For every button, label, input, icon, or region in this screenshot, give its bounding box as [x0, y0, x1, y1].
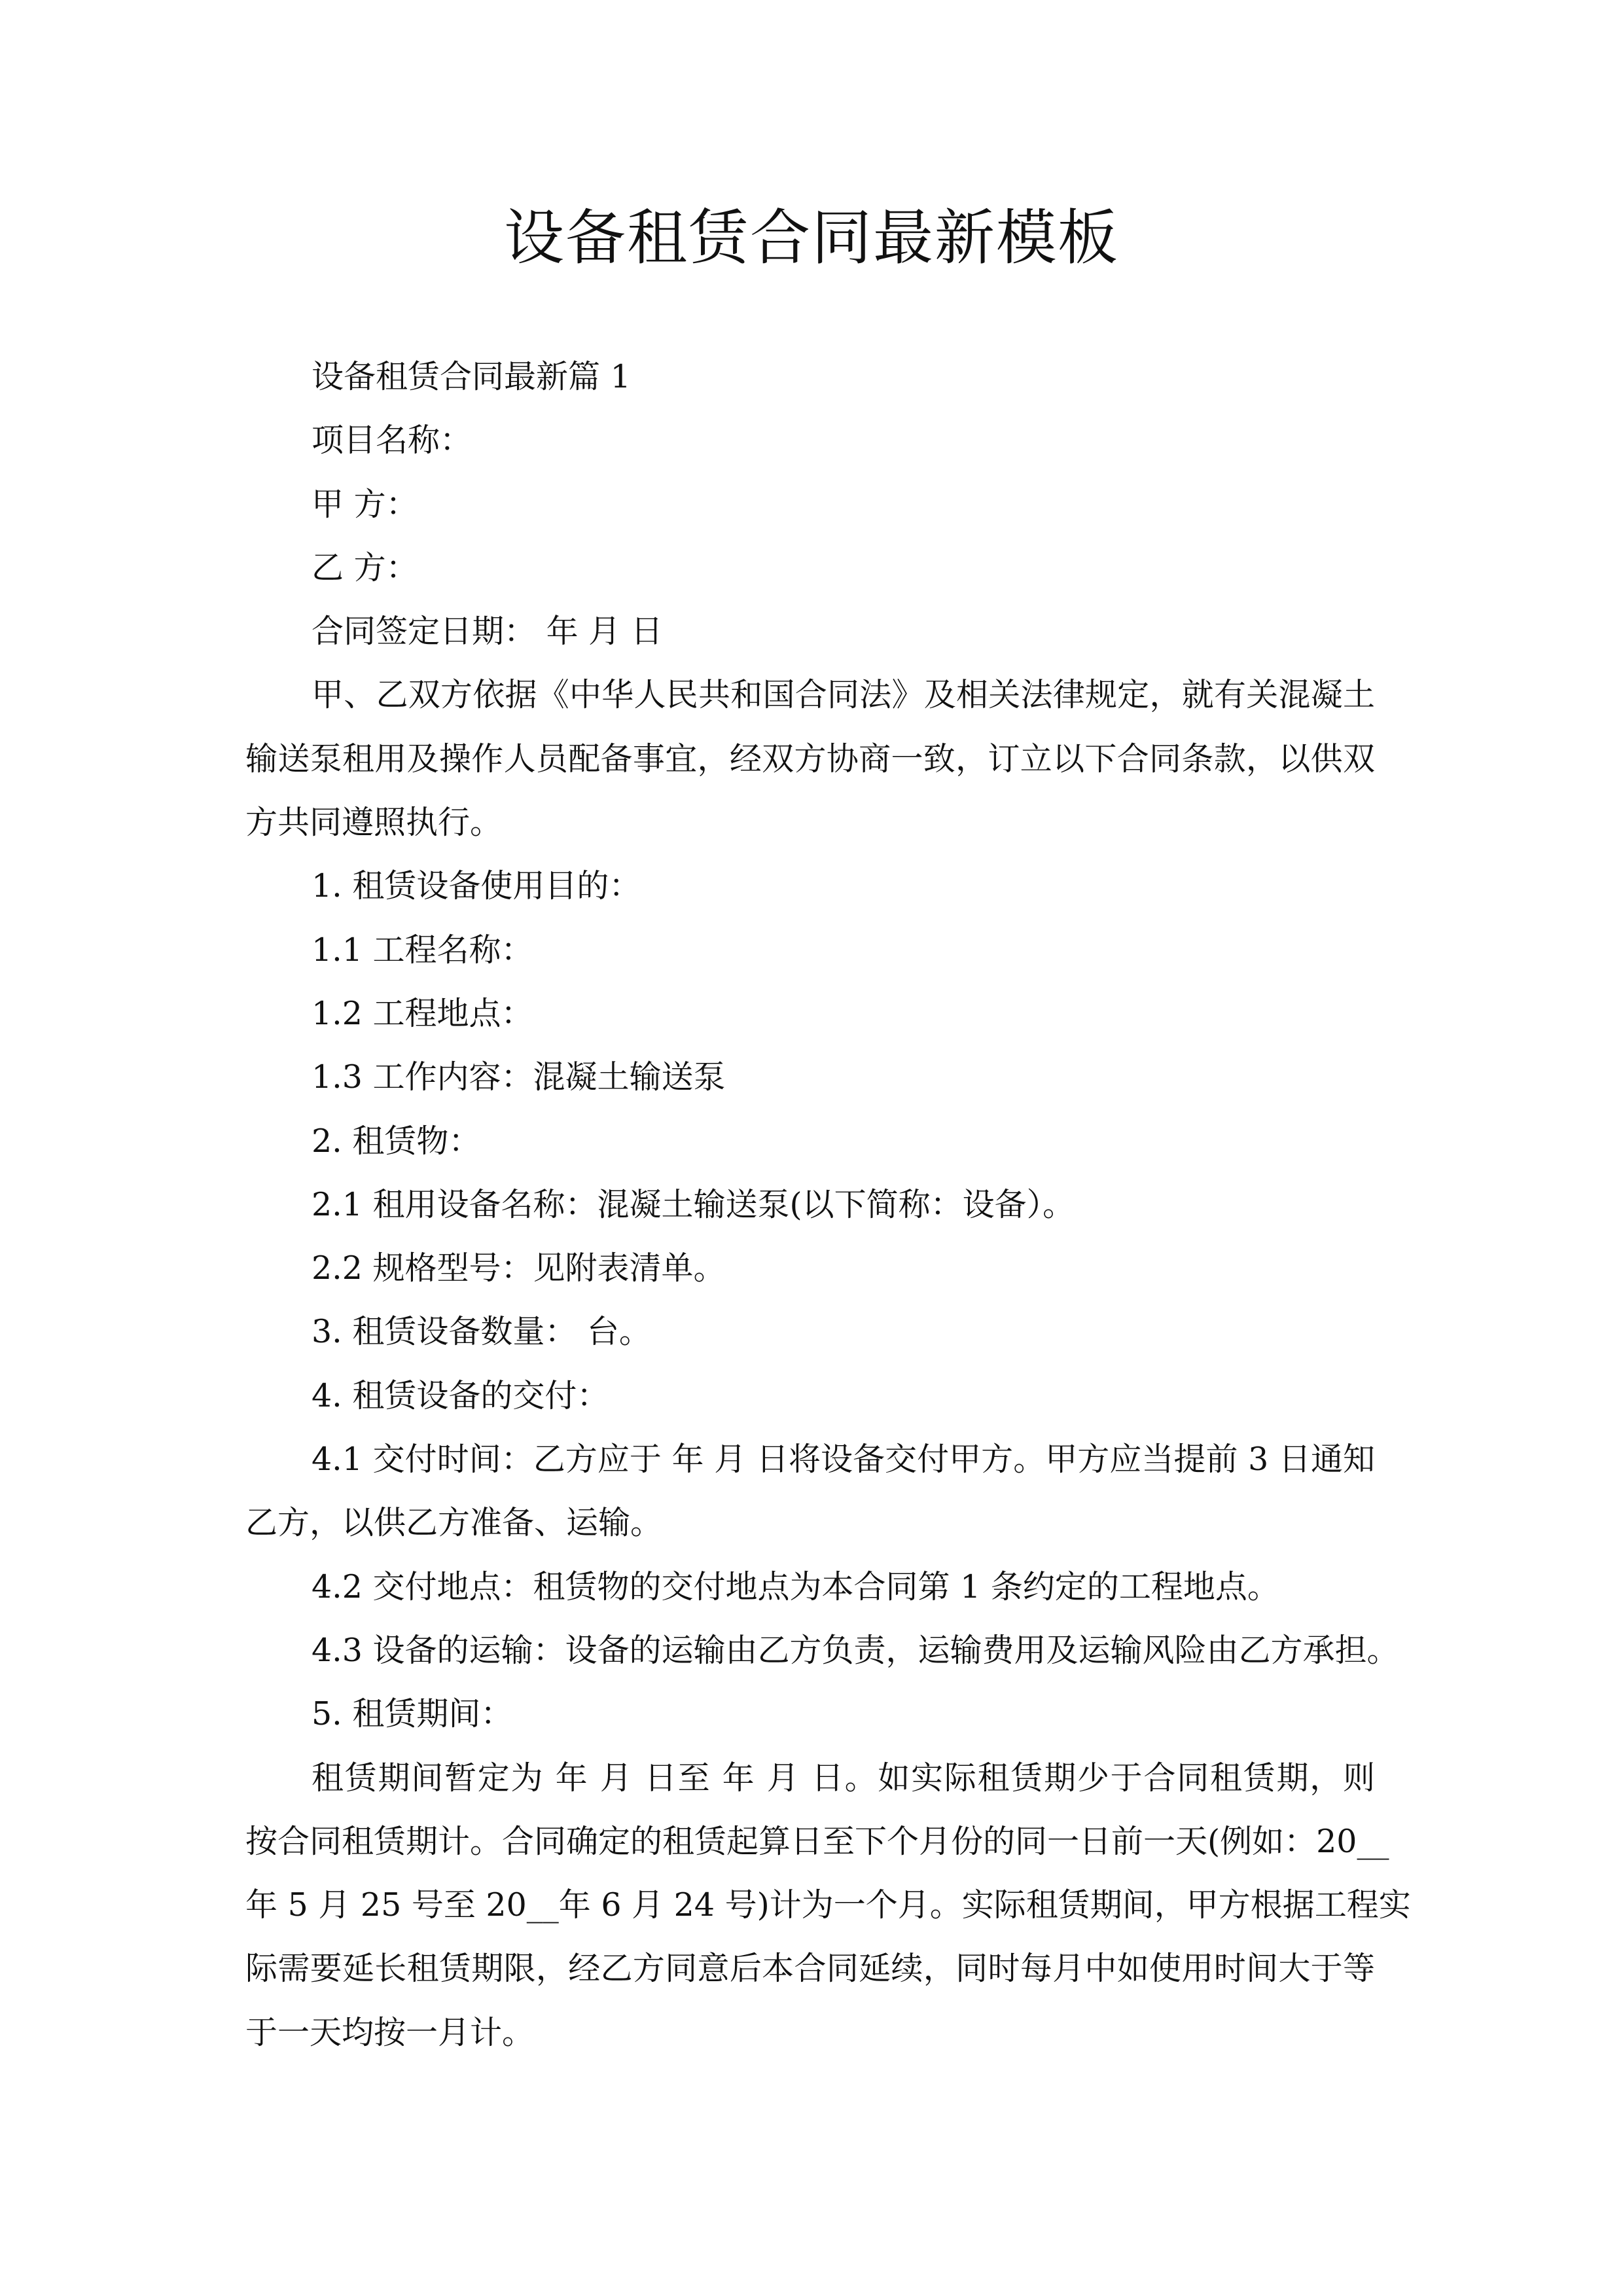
paragraph-line: 于一天均按一月计。 [245, 2013, 535, 2051]
document-body [245, 345, 1411, 2064]
paragraph [245, 982, 1375, 1045]
paragraph [245, 1045, 1375, 1109]
paragraph-line: 2.2 规格型号：见附表清单。 [312, 1249, 726, 1287]
paragraph-line: 按合同租赁期计。合同确定的租赁起算日至下个月份的同一日前一天(例如：20__ [245, 1822, 1389, 1860]
paragraph-line: 4.3 设备的运输：设备的运输由乙方负责，运输费用及运输风险由乙方承担。 [312, 1631, 1399, 1669]
paragraph-line: 2. 租赁物： [312, 1122, 481, 1160]
paragraph [245, 1236, 1375, 1300]
paragraph-line: 输送泵租用及操作人员配备事宜，经双方协商一致，订立以下合同条款，以供双 [245, 740, 1375, 778]
paragraph-line: 年 5 月 25 号至 20__年 6 月 24 号)计为一个月。实际租赁期间，甲方根据工程实 [245, 1886, 1411, 1924]
paragraph [245, 1746, 1411, 2064]
paragraph [245, 918, 1375, 982]
paragraph [245, 1555, 1375, 1619]
paragraph-line: 方共同遵照执行。 [245, 804, 503, 842]
paragraph [245, 1427, 1375, 1555]
paragraph-line: 1. 租赁设备使用目的： [312, 867, 641, 905]
paragraph-line: 4. 租赁设备的交付： [312, 1376, 609, 1414]
paragraph-line: 4.2 交付地点：租赁物的交付地点为本合同第 1 条约定的工程地点。 [312, 1568, 1279, 1605]
paragraph-line: 际需要延长租赁期限，经乙方同意后本合同延续，同时每月中如使用时间大于等 [245, 1950, 1375, 1988]
paragraph-line: 乙方，以供乙方准备、运输。 [245, 1504, 663, 1542]
paragraph [245, 473, 1375, 536]
paragraph [245, 1173, 1375, 1236]
paragraph [245, 408, 1375, 472]
paragraph [245, 854, 1375, 918]
paragraph-line: 5. 租赁期间： [312, 1695, 513, 1733]
document-title: 设备租赁合同最新模板 [503, 203, 1119, 273]
paragraph [245, 1300, 1375, 1363]
paragraph-line: 甲 方： [312, 485, 418, 523]
paragraph-line: 1.2 工程地点： [312, 994, 533, 1032]
paragraph-line: 乙 方： [312, 548, 418, 586]
paragraph [245, 1619, 1399, 1682]
paragraph-line: 项目名称： [312, 422, 473, 459]
paragraph-line: 1.1 工程名称： [312, 931, 533, 969]
paragraph [245, 536, 1375, 600]
paragraph [245, 345, 1375, 408]
paragraph-line: 甲、乙双方依据《中华人民共和国合同法》及相关法律规定，就有关混凝土 [312, 676, 1375, 714]
paragraph [245, 1364, 1375, 1427]
paragraph [245, 1109, 1375, 1173]
paragraph-line: 租赁期间暂定为 年 月 日至 年 月 日。如实际租赁期少于合同租赁期，则 [312, 1759, 1375, 1797]
paragraph-line: 4.1 交付时间：乙方应于 年 月 日将设备交付甲方。甲方应当提前 3 日通知 [312, 1441, 1375, 1479]
paragraph-line: 2.1 租用设备名称：混凝土输送泵(以下简称：设备）。 [312, 1185, 1075, 1223]
paragraph-line: 3. 租赁设备数量： 台。 [312, 1313, 651, 1351]
paragraph-line: 1.3 工作内容：混凝土输送泵 [312, 1058, 726, 1096]
paragraph [245, 1682, 1375, 1746]
paragraph [245, 663, 1375, 854]
paragraph [245, 600, 1375, 663]
paragraph-line: 设备租赁合同最新篇 1 [312, 358, 631, 395]
paragraph-line: 合同签定日期： 年 月 日 [312, 613, 663, 651]
